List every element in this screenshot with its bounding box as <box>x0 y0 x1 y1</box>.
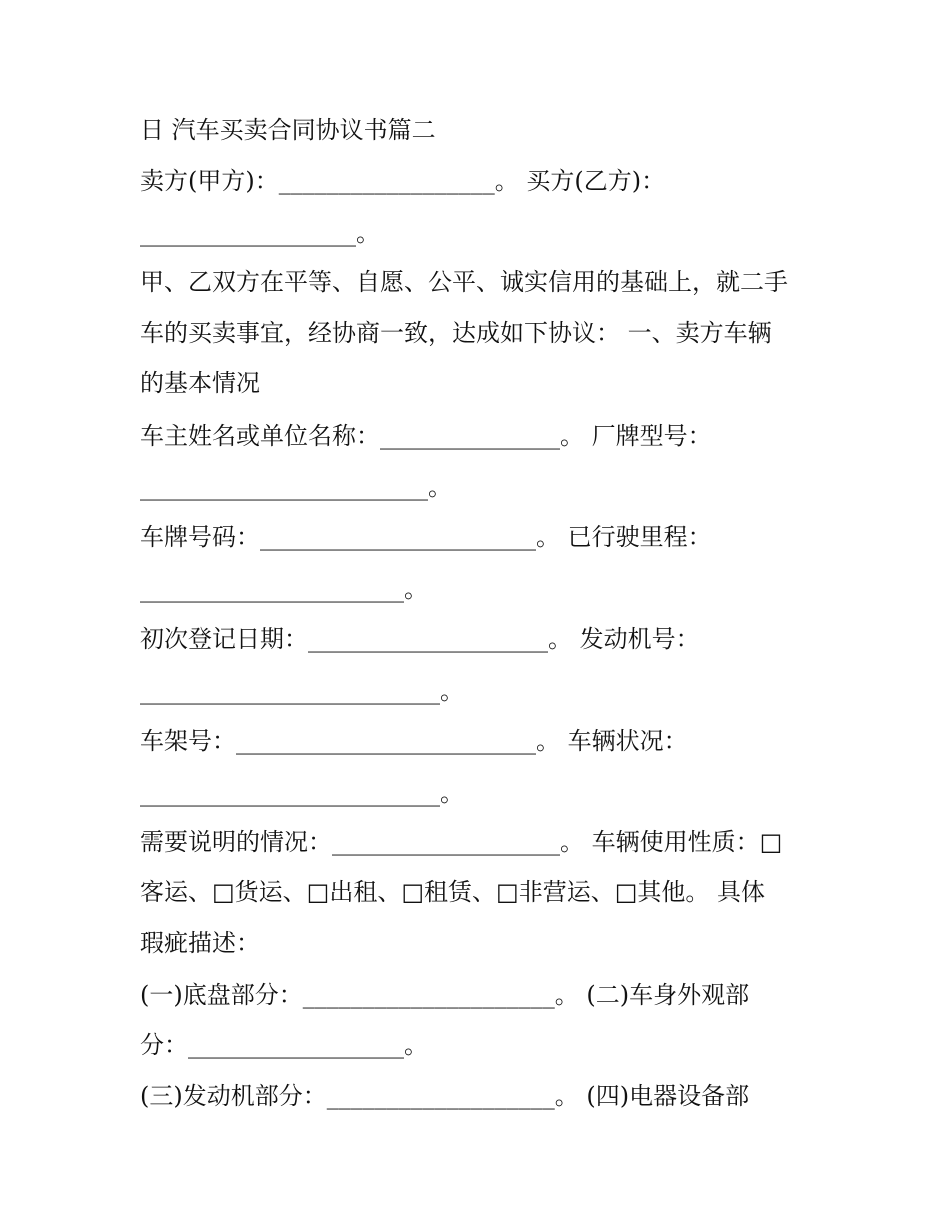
preamble-line-2: 车的买卖事宜，经协商一致，达成如下协议： 一、卖方车辆 <box>140 319 772 347</box>
mileage-blank-line: ______________________。 <box>140 575 428 603</box>
plate-number-line: 车牌号码：_______________________。 已行驶里程： <box>140 523 712 551</box>
model-blank-line: ________________________。 <box>140 473 452 501</box>
engine-number-blank-line: _________________________。 <box>140 677 464 705</box>
owner-name-line: 车主姓名或单位名称：_______________。 厂牌型号： <box>140 422 712 450</box>
registration-date-line: 初次登记日期：____________________。 发动机号： <box>140 625 700 653</box>
preamble-line-1: 甲、乙双方在平等、自愿、公平、诚实信用的基础上，就二手 <box>140 268 788 296</box>
seller-buyer-line: 卖方(甲方)：__________________。 买方(乙方)： <box>140 167 666 195</box>
notes-usage-line: 需要说明的情况：___________________。 车辆使用性质：□ <box>140 828 783 856</box>
section-heading-vehicle-info: 的基本情况 <box>140 369 260 397</box>
document-title: 日 汽车买卖合同协议书篇二 <box>140 116 436 144</box>
body-exterior-blank-line: 分：__________________。 <box>140 1031 428 1059</box>
usage-options-line: 客运、□货运、□出租、□租赁、□非营运、□其他。 具体 <box>140 878 766 906</box>
defect-description-label: 瑕疵描述： <box>140 929 260 957</box>
vehicle-condition-blank-line: _________________________。 <box>140 779 464 807</box>
chassis-line: (一)底盘部分：_____________________。 (二)车身外观部 <box>140 981 750 1009</box>
engine-electrical-line: (三)发动机部分：___________________。 (四)电器设备部 <box>140 1082 750 1110</box>
buyer-blank-line: __________________。 <box>140 219 380 247</box>
frame-number-line: 车架号：_________________________。 车辆状况： <box>140 727 688 755</box>
